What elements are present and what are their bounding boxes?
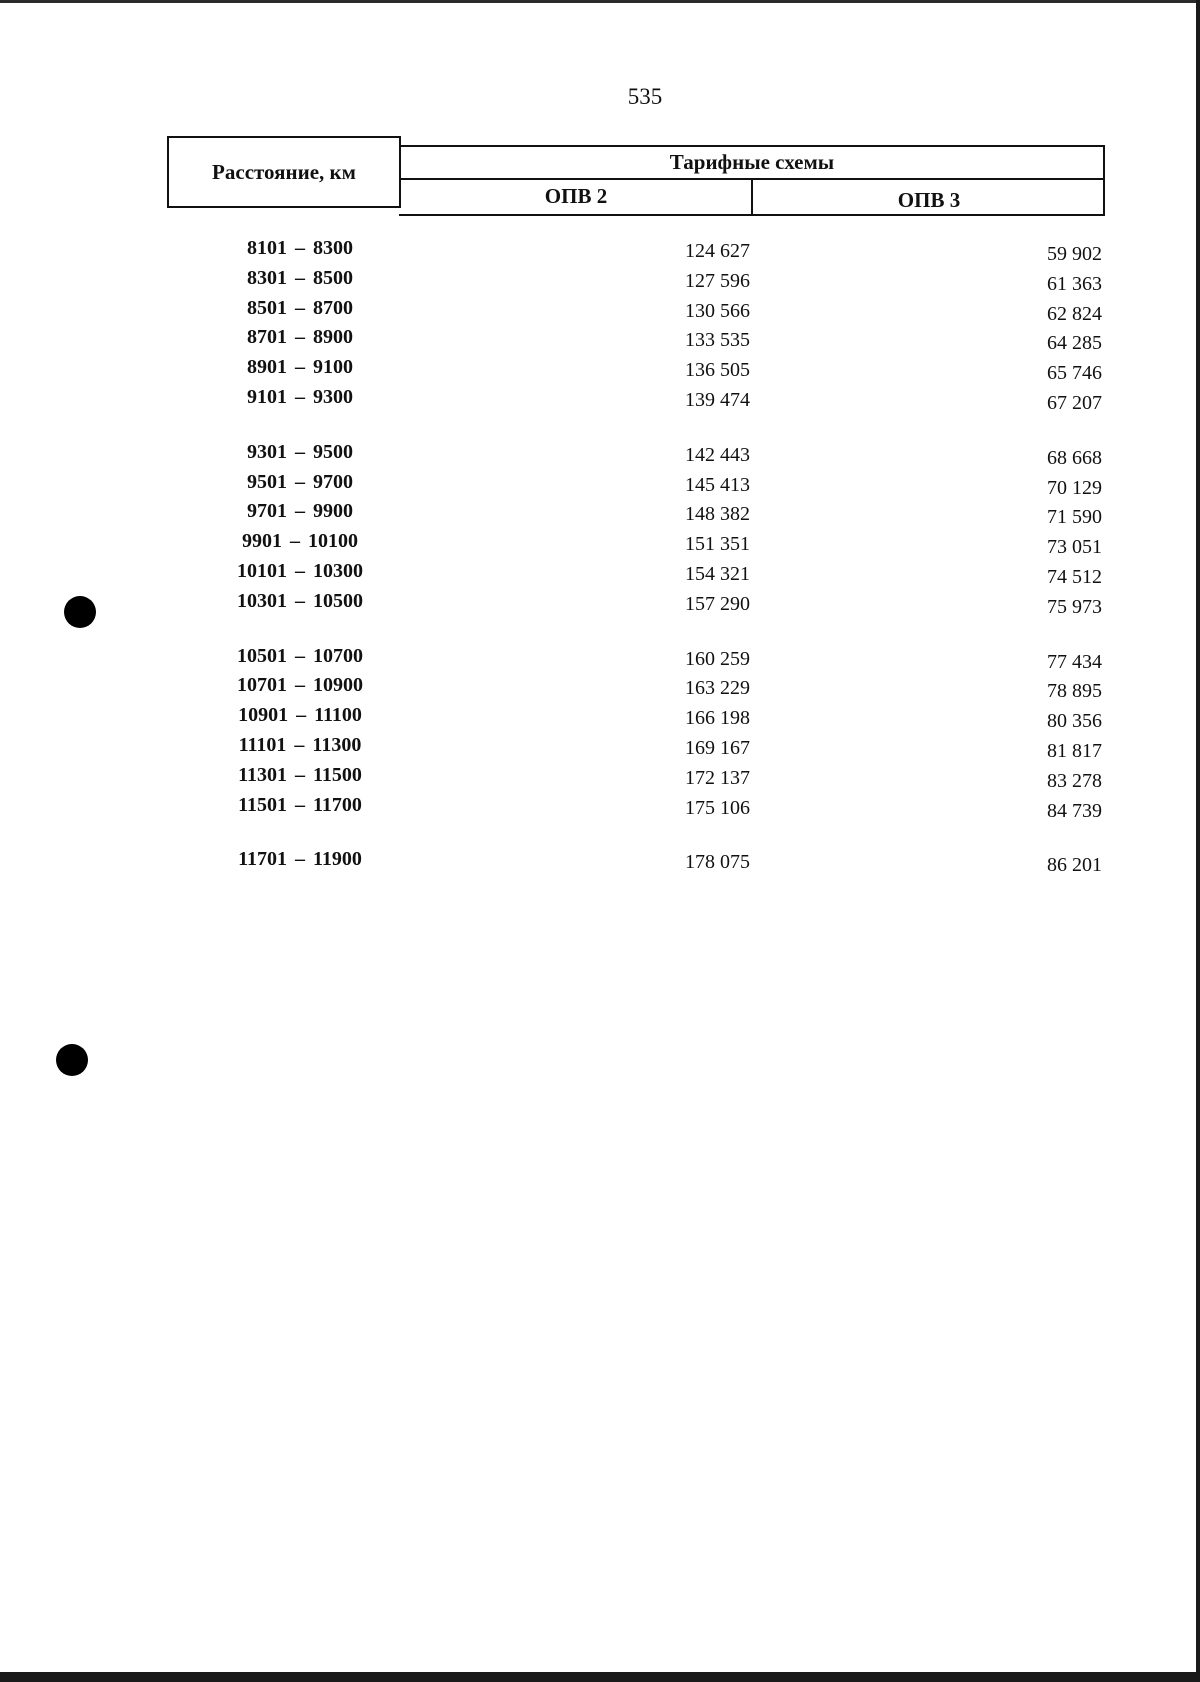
opv2-value: 139 474 — [685, 389, 750, 411]
table-row — [0, 530, 1200, 560]
header-border — [167, 136, 401, 138]
opv3-value: 64 285 — [1047, 332, 1102, 355]
opv3-value: 84 739 — [1047, 799, 1102, 822]
opv3-value: 59 902 — [1047, 243, 1102, 265]
opv3-value: 61 363 — [1047, 272, 1102, 295]
opv2-value: 169 167 — [685, 737, 750, 759]
distance-range: 8701 – 8900 — [247, 326, 353, 349]
distance-column-header: Расстояние, км — [212, 160, 356, 184]
opv2-value: 127 596 — [685, 269, 750, 292]
opv3-value: 81 817 — [1047, 740, 1102, 762]
opv3-value: 68 668 — [1047, 446, 1102, 469]
header-border — [399, 214, 1105, 216]
table-row — [0, 441, 1200, 471]
table-row — [0, 297, 1200, 327]
opv2-value: 166 198 — [685, 707, 750, 730]
distance-range: 10901 – 11100 — [238, 704, 362, 727]
opv2-value: 160 259 — [685, 647, 750, 670]
opv3-value: 70 129 — [1047, 476, 1102, 499]
distance-range: 10501 – 10700 — [237, 644, 363, 667]
opv2-value: 133 535 — [685, 329, 750, 352]
table-row — [0, 590, 1200, 620]
table-row — [0, 645, 1200, 675]
table-row — [0, 704, 1200, 734]
table-header — [167, 136, 1105, 216]
table-row — [0, 356, 1200, 386]
distance-range: 9701 – 9900 — [247, 500, 353, 523]
page-number: 535 — [627, 84, 663, 109]
distance-range: 11301 – 11500 — [238, 763, 362, 786]
opv3-column-header: ОПВ 3 — [897, 188, 961, 212]
table-row — [0, 326, 1200, 356]
opv3-value: 73 051 — [1047, 536, 1102, 559]
opv3-value: 86 201 — [1047, 854, 1102, 877]
distance-range: 9901 – 10100 — [242, 530, 358, 553]
opv2-value: 145 413 — [685, 473, 750, 496]
distance-range: 9301 – 9500 — [247, 440, 353, 463]
table-row — [0, 560, 1200, 590]
opv3-value: 67 207 — [1047, 392, 1102, 414]
opv3-value: 83 278 — [1047, 769, 1102, 792]
distance-range: 10301 – 10500 — [237, 589, 363, 612]
table-row — [0, 848, 1200, 878]
opv2-column-header: ОПВ 2 — [544, 184, 608, 208]
opv2-value: 151 351 — [685, 533, 750, 556]
opv3-value: 71 590 — [1047, 506, 1102, 529]
tariff-schemes-header: Тарифные схемы — [669, 150, 835, 174]
distance-range: 8101 – 8300 — [247, 237, 353, 259]
opv3-value: 80 356 — [1047, 710, 1102, 733]
opv2-value: 172 137 — [685, 766, 750, 789]
opv2-value: 154 321 — [685, 563, 750, 585]
distance-range: 11701 – 11900 — [238, 848, 362, 871]
opv2-value: 148 382 — [685, 503, 750, 526]
opv2-value: 178 075 — [685, 851, 750, 874]
distance-range: 10101 – 10300 — [237, 560, 363, 582]
distance-range: 8901 – 9100 — [247, 356, 353, 379]
opv2-value: 142 443 — [685, 443, 750, 466]
table-row — [0, 734, 1200, 764]
opv2-value: 124 627 — [685, 240, 750, 262]
distance-range: 11501 – 11700 — [238, 793, 362, 816]
table-row — [0, 764, 1200, 794]
table-row — [0, 386, 1200, 416]
opv2-value: 157 290 — [685, 592, 750, 615]
opv3-value: 62 824 — [1047, 302, 1102, 325]
opv3-value: 78 895 — [1047, 680, 1102, 703]
distance-range: 11101 – 11300 — [238, 734, 362, 756]
scan-edge-top — [0, 0, 1200, 3]
table-row — [0, 267, 1200, 297]
scan-edge-bottom — [0, 1672, 1200, 1682]
opv3-value: 77 434 — [1047, 650, 1102, 673]
opv2-value: 175 106 — [685, 796, 750, 819]
opv2-value: 136 505 — [685, 359, 750, 382]
table-row — [0, 500, 1200, 530]
opv3-value: 74 512 — [1047, 566, 1102, 588]
opv2-value: 130 566 — [685, 299, 750, 322]
distance-range: 8501 – 8700 — [247, 296, 353, 319]
punch-hole — [56, 1044, 88, 1076]
table-row — [0, 471, 1200, 501]
opv3-value: 65 746 — [1047, 362, 1102, 385]
distance-range: 9101 – 9300 — [247, 386, 353, 408]
opv3-value: 75 973 — [1047, 595, 1102, 618]
header-border — [399, 145, 1105, 147]
table-row — [0, 674, 1200, 704]
opv2-value: 163 229 — [685, 677, 750, 700]
table-row — [0, 794, 1200, 824]
table-row — [0, 237, 1200, 267]
distance-range: 9501 – 9700 — [247, 470, 353, 493]
header-border — [167, 206, 401, 208]
distance-range: 8301 – 8500 — [247, 266, 353, 289]
distance-range: 10701 – 10900 — [237, 674, 363, 697]
